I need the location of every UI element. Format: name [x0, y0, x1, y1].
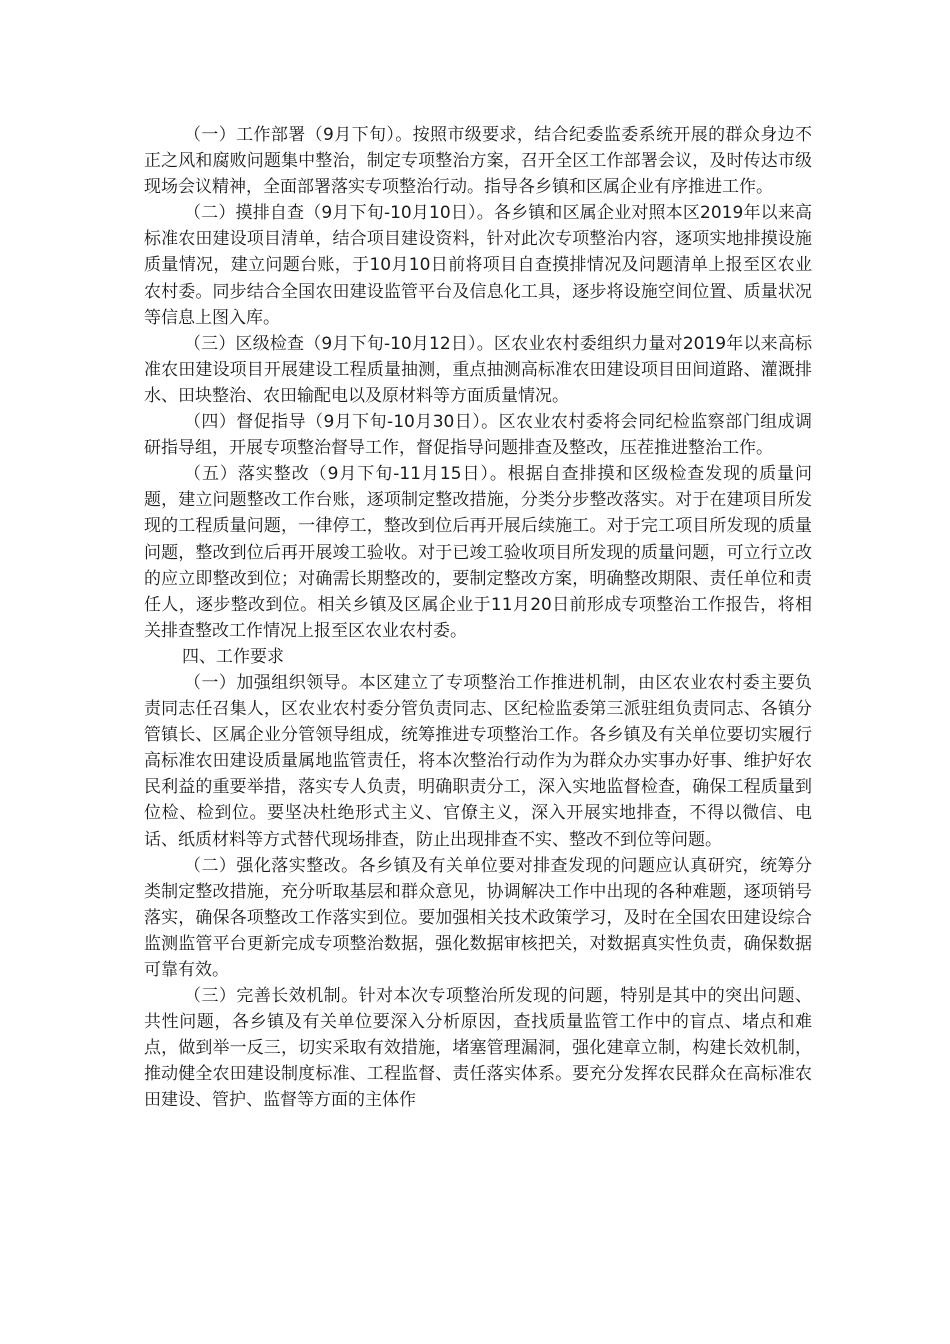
section-heading-work-requirements: 四、工作要求	[182, 646, 284, 667]
paragraph-long-term-mechanism: （三）完善长效机制。针对本次专项整治所发现的问题，特别是其中的突出问题、共性问题，各乡镇及有关单位要深入分析原因，查找质量监管工作中的盲点、堵点和难点，做到举一反三，切实采取有效措施，堵塞管理漏洞，强化建章立制，构建长效机制，推动健全农田建设制度标准、工程监督、责任落实体系。要充分发挥农民群众在高标准农田建设、管护、监督等方面的主体作	[144, 986, 812, 1111]
paragraph-strengthen-rectification: （二）强化落实整改。各乡镇及有关单位要对排查发现的问题应认真研究，统筹分类制定整改措施，充分听取基层和群众意见，协调解决工作中出现的各种难题，逐项销号落实，确保各项整改工作落实到位。要加强相关技术政策学习，及时在全国农田建设综合监测监管平台更新完成专项整治数据，强化数据审核把关，对数据真实性负责，确保数据可靠有效。	[144, 855, 812, 980]
paragraph-strengthen-leadership: （一）加强组织领导。本区建立了专项整治工作推进机制，由区农业农村委主要负责同志任召集人，区农业农村委分管负责同志、区纪检监委第三派驻组负责同志、各镇分管镇长、区属企业分管领导组成，统筹推进专项整治工作。各乡镇及有关单位要切实履行高标准农田建设质量属地监管责任，将本次整治行动作为为群众办实事办好事、维护好农民利益的重要举措，落实专人负责，明确职责分工，深入实地监督检查，确保工程质量到位检、检到位。要坚决杜绝形式主义、官僚主义，深入开展实地排查，不得以微信、电话、纸质材料等方式替代现场排查，防止出现排查不实、整改不到位等问题。	[144, 672, 812, 850]
paragraph-district-inspection: （三）区级检查（9月下旬-10月12日）。区农业农村委组织力量对2019年以来高标准农田建设项目开展建设工程质量抽测，重点抽测高标准农田建设项目田间道路、灌溉排水、田块整治、农田输配电以及原材料等方面质量情况。	[144, 333, 812, 406]
paragraph-rectification: （五）落实整改（9月下旬-11月15日）。根据自查排摸和区级检查发现的质量问题，建立问题整改工作台账，逐项制定整改措施，分类分步整改落实。对于在建项目所发现的工程质量问题，一律停工，整改到位后再开展后续施工。对于完工项目所发现的质量问题，整改到位后再开展竣工验收。对于已竣工验收项目所发现的质量问题，可立行立改的应立即整改到位；对确需长期整改的，要制定整改方案，明确整改期限、责任单位和责任人，逐步整改到位。相关乡镇及区属企业于11月20日前形成专项整治工作报告，将相关排查整改工作情况上报至区农业农村委。	[144, 464, 812, 641]
paragraph-supervision-guidance: （四）督促指导（9月下旬-10月30日）。区农业农村委将会同纪检监察部门组成调研指导组，开展专项整治督导工作，督促指导问题排查及整改，压茬推进整治工作。	[144, 412, 812, 459]
paragraph-self-inspection: （二）摸排自查（9月下旬-10月10日）。各乡镇和区属企业对照本区2019年以来高标准农田建设项目清单，结合项目建设资料，针对此次专项整治内容，逐项实地排摸设施质量情况，建立问题台账，于10月10日前将项目自查摸排情况及问题清单上报至区农业农村委。同步结合全国农田建设监管平台及信息化工具，逐步将设施空间位置、质量状况等信息上图入库。	[144, 203, 812, 328]
document-body	[144, 122, 812, 1114]
paragraph-work-deployment: （一）工作部署（9月下旬）。按照市级要求，结合纪委监委系统开展的群众身边不正之风和腐败问题集中整治，制定专项整治方案，召开全区工作部署会议，及时传达市级现场会议精神，全面部署落实专项整治行动。指导各乡镇和区属企业有序推进工作。	[144, 125, 812, 198]
